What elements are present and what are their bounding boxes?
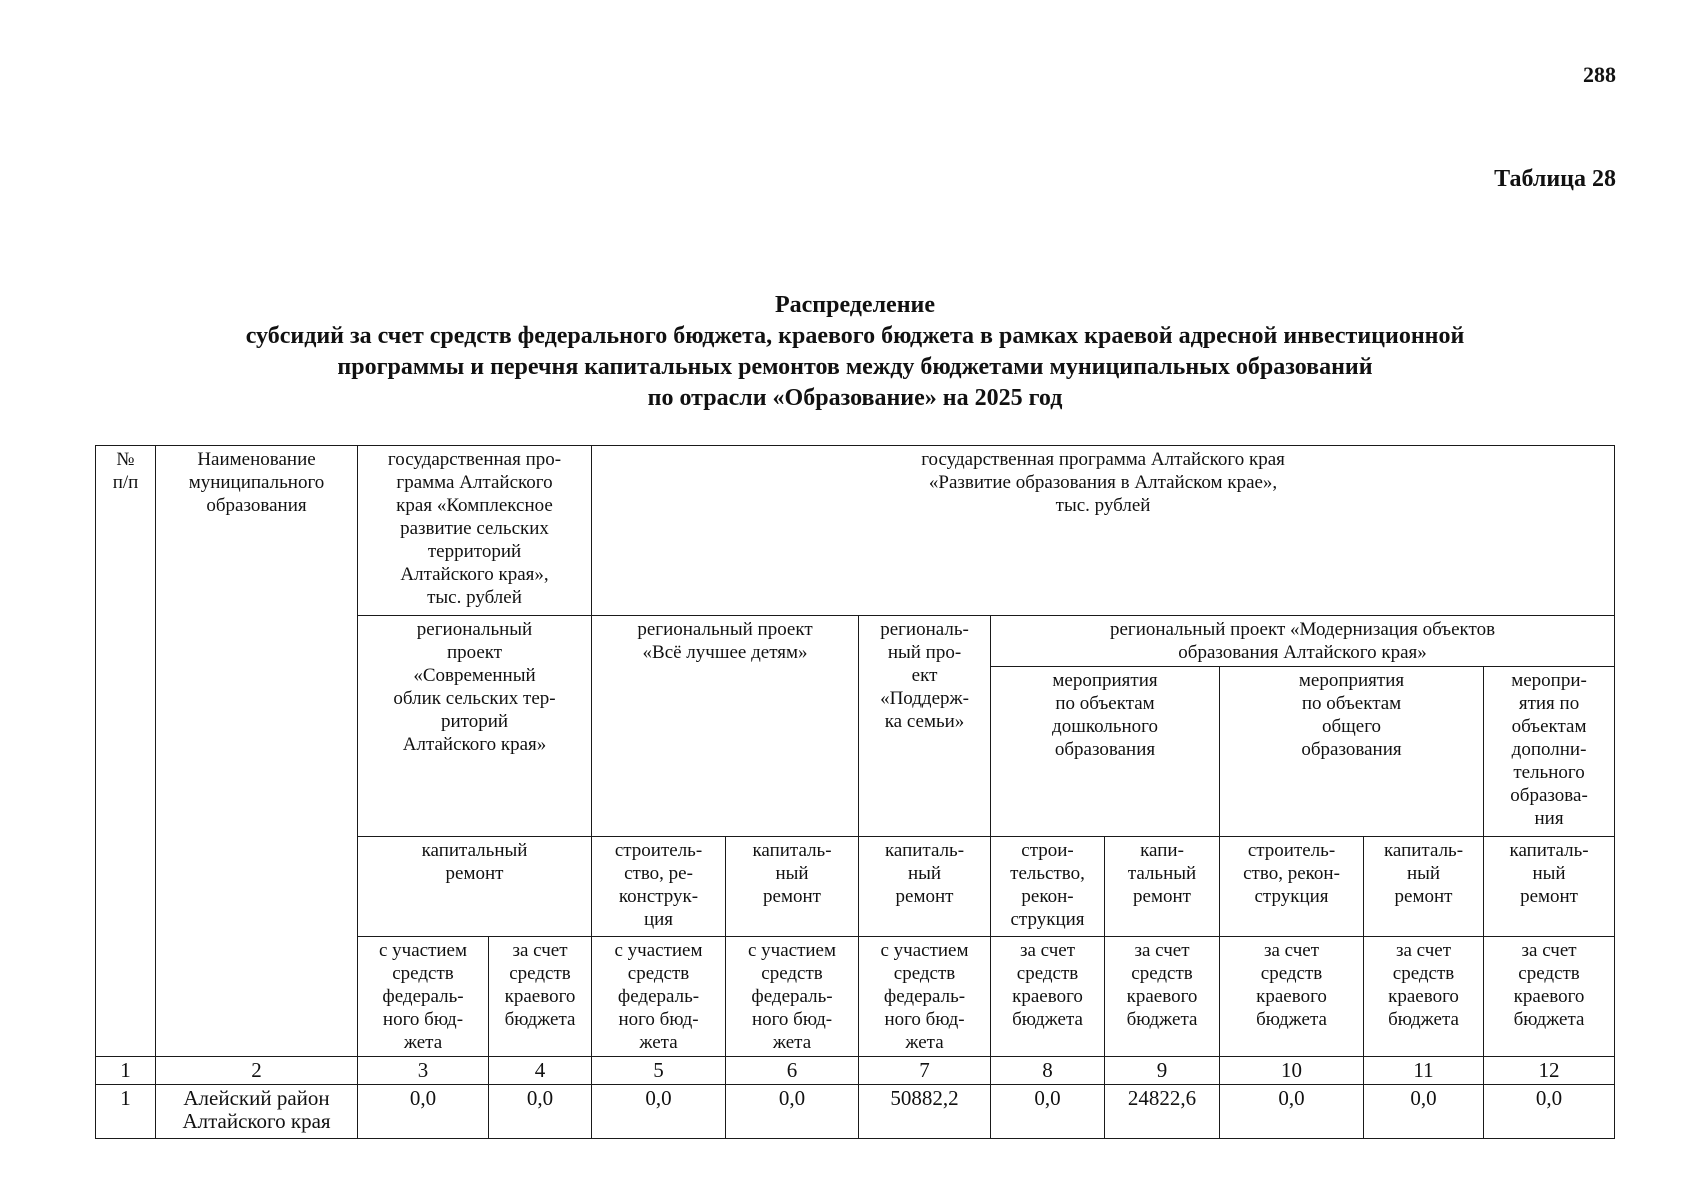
column-number: 10 [1220, 1057, 1364, 1085]
value-cell: 0,0 [592, 1085, 726, 1139]
title-line-3: программы и перечня капитальных ремонтов между бюджетами муниципальных образований [337, 354, 1373, 380]
header-source-c6: с участием средств федераль- ного бюд- жета [726, 937, 859, 1057]
header-work-c10: строитель- ство, рекон- струкция [1220, 837, 1364, 937]
header-events-general: мероприятия по объектам общего образования [1220, 667, 1484, 837]
header-project-family: региональ- ный про- ект «Поддерж- ка семьи» [859, 616, 991, 837]
value-cell: 0,0 [1364, 1085, 1484, 1139]
column-number: 5 [592, 1057, 726, 1085]
header-source-c9: за счет средств краевого бюджета [1105, 937, 1220, 1057]
header-work-c5: строитель- ство, ре- конструк- ция [592, 837, 726, 937]
row-number: 1 [96, 1085, 156, 1139]
column-number: 2 [156, 1057, 358, 1085]
value-cell: 0,0 [489, 1085, 592, 1139]
table-row [96, 1085, 1615, 1139]
value-cell: 0,0 [991, 1085, 1105, 1139]
header-work-c8: строи- тельство, рекон- струкция [991, 837, 1105, 937]
column-number: 12 [1484, 1057, 1615, 1085]
header-source-c5: с участием средств федераль- ного бюд- жета [592, 937, 726, 1057]
distribution-table [95, 445, 1615, 1139]
header-events-preschool: мероприятия по объектам дошкольного образования [991, 667, 1220, 837]
title-line-1: Распределение [774, 292, 936, 318]
header-work-rural: капитальный ремонт [358, 837, 592, 937]
column-number: 9 [1105, 1057, 1220, 1085]
header-work-c12: капиталь- ный ремонт [1484, 837, 1615, 937]
column-number-row [96, 1057, 1615, 1085]
column-number: 8 [991, 1057, 1105, 1085]
title-line-2: субсидий за счет средств федерального бюджета, краевого бюджета в рамках краевой адресной инвестиционной [245, 323, 1465, 349]
value-cell: 0,0 [726, 1085, 859, 1139]
column-number: 7 [859, 1057, 991, 1085]
header-program-rural: государственная про- грамма Алтайского края «Комплексное развитие сельских территорий Алтайского края», тыс. рублей [358, 446, 592, 616]
value-cell: 0,0 [1220, 1085, 1364, 1139]
column-number: 11 [1364, 1057, 1484, 1085]
header-source-c8: за счет средств краевого бюджета [991, 937, 1105, 1057]
title-line-4: по отрасли «Образование» на 2025 год [647, 385, 1063, 411]
header-project-rural: региональный проект «Современный облик сельских тер- риторий Алтайского края» [358, 616, 592, 837]
document-title [95, 290, 1615, 414]
table-label: Таблица 28 [1494, 166, 1616, 192]
header-program-education: государственная программа Алтайского края «Развитие образования в Алтайском крае», тыс. рублей [592, 446, 1615, 616]
column-number: 4 [489, 1057, 592, 1085]
value-cell: 0,0 [358, 1085, 489, 1139]
header-name: Наименование муниципального образования [156, 446, 358, 1057]
header-source-c12: за счет средств краевого бюджета [1484, 937, 1615, 1057]
header-work-c11: капиталь- ный ремонт [1364, 837, 1484, 937]
header-work-c9: капи- тальный ремонт [1105, 837, 1220, 937]
header-work-c6: капиталь- ный ремонт [726, 837, 859, 937]
header-events-additional: меропри- ятия по объектам дополни- тельного образова- ния [1484, 667, 1615, 837]
header-source-c11: за счет средств краевого бюджета [1364, 937, 1484, 1057]
header-source-c7: с участием средств федераль- ного бюд- жета [859, 937, 991, 1057]
header-source-c10: за счет средств краевого бюджета [1220, 937, 1364, 1057]
value-cell: 50882,2 [859, 1085, 991, 1139]
column-number: 1 [96, 1057, 156, 1085]
header-source-c3: с участием средств федераль- ного бюд- жета [358, 937, 489, 1057]
value-cell: 0,0 [1484, 1085, 1615, 1139]
header-source-c4: за счет средств краевого бюджета [489, 937, 592, 1057]
header-project-children: региональный проект «Всё лучшее детям» [592, 616, 859, 837]
column-number: 3 [358, 1057, 489, 1085]
header-work-c7: капиталь- ный ремонт [859, 837, 991, 937]
header-number: № п/п [96, 446, 156, 1057]
column-number: 6 [726, 1057, 859, 1085]
municipality-name: Алейский район Алтайского края [156, 1085, 358, 1139]
header-project-modernization: региональный проект «Модернизация объектов образования Алтайского края» [991, 616, 1615, 667]
value-cell: 24822,6 [1105, 1085, 1220, 1139]
page-number: 288 [1583, 62, 1616, 87]
